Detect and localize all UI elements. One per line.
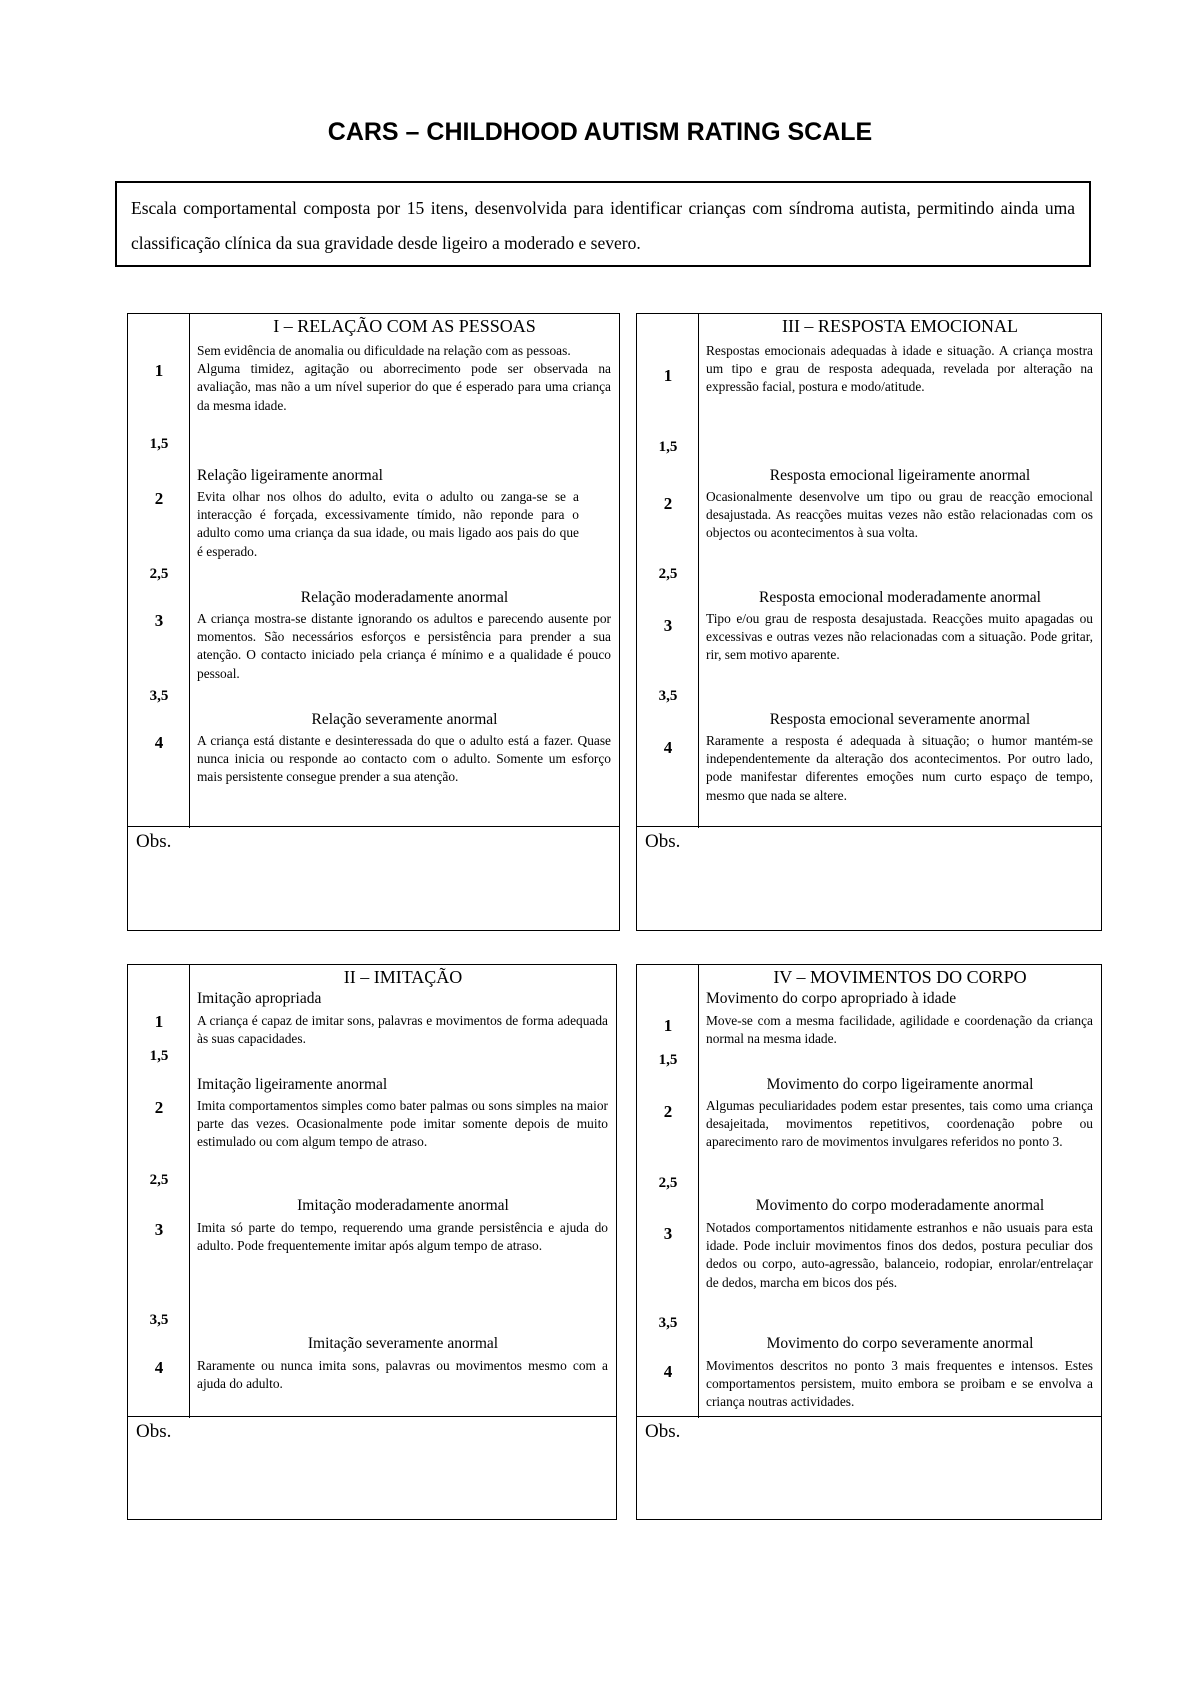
- obs-label: Obs.: [645, 1421, 681, 1442]
- obs-box[interactable]: [637, 1416, 1101, 1519]
- panel-title: III – RESPOSTA EMOCIONAL: [781, 316, 1019, 336]
- panel-title: IV – MOVIMENTOS DO CORPO: [773, 967, 1027, 987]
- level-2-heading: Imitação ligeiramente anormal: [197, 1076, 388, 1093]
- panel-title: II – IMITAÇÃO: [343, 967, 463, 987]
- level-1-description: Sem evidência de anomalia ou dificuldade na relação com as pessoas. Alguma timidez, agitação ou aborrecimento pode ser observada na avaliação, mas não a um nível superior do que é esperado para uma criança da mesma idade.: [197, 343, 611, 413]
- level-1-heading: Movimento do corpo apropriado à idade: [706, 990, 957, 1007]
- level-2-description: Evita olhar nos olhos do adulto, evita o adulto ou zanga-se se a interacção é forçada, excessivamente tímido, não reponde para o adulto como uma criança da sua idade, ou mais ligado aos pais do que é esperado.: [197, 489, 579, 559]
- score-3-5: 3,5: [149, 688, 169, 704]
- level-2-heading: Relação ligeiramente anormal: [197, 467, 383, 484]
- score-2-5: 2,5: [149, 566, 169, 582]
- level-2-description: Ocasionalmente desenvolve um tipo ou grau de reacção emocional desajustada. As reacções muitas vezes não estão relacionadas com os objectos ou acontecimentos à sua volta.: [706, 489, 1093, 541]
- score-2-5: 2,5: [149, 1172, 169, 1188]
- level-4-heading: Relação severamente anormal: [311, 711, 498, 728]
- panel-movimentos-corpo: [636, 964, 1102, 1520]
- level-1-heading: Imitação apropriada: [197, 990, 322, 1007]
- page-title: CARS – CHILDHOOD AUTISM RATING SCALE: [327, 118, 873, 146]
- level-4-heading: Movimento do corpo severamente anormal: [766, 1335, 1034, 1352]
- score-4: 4: [154, 733, 164, 752]
- intro-box: Escala comportamental composta por 15 itens, desenvolvida para identificar crianças com síndroma autista, permitindo ainda uma classificação clínica da sua gravidade desde ligeiro a moderado e severo.: [115, 181, 1091, 267]
- score-3: 3: [154, 1220, 164, 1239]
- score-3: 3: [154, 611, 164, 630]
- score-2: 2: [663, 1102, 673, 1121]
- score-2: 2: [663, 494, 673, 513]
- obs-box[interactable]: [128, 826, 619, 930]
- score-1-5: 1,5: [149, 436, 169, 452]
- level-2-description: Algumas peculiaridades podem estar presentes, tais como uma criança desajeitada, movimentos repetitivos, coordenação pobre ou aparecimento raro de movimentos invulgares referidos no ponto 3.: [706, 1098, 1093, 1150]
- score-1-5: 1,5: [658, 439, 678, 455]
- level-4-description: A criança está distante e desinteressada do que o adulto está a fazer. Quase nunca inicia ou responde ao contacto com o adulto. Somente um esforço mais persistente consegue prender a sua atenção.: [197, 733, 611, 785]
- score-1: 1: [663, 1016, 673, 1035]
- panel-resposta-emocional: [636, 313, 1102, 931]
- score-4: 4: [154, 1358, 164, 1377]
- obs-box[interactable]: [637, 826, 1101, 930]
- level-4-heading: Resposta emocional severamente anormal: [769, 711, 1031, 728]
- obs-label: Obs.: [136, 831, 172, 852]
- level-3-heading: Imitação moderadamente anormal: [297, 1197, 509, 1214]
- level-4-description: Raramente ou nunca imita sons, palavras ou movimentos mesmo com a ajuda do adulto.: [197, 1358, 608, 1392]
- level-3-description: A criança mostra-se distante ignorando os adultos e parecendo ausente por momentos. São necessários esforços e persistência para prender a sua atenção. O contacto iniciado pela criança é mínimo e a qualidade é pouco pessoal.: [197, 611, 611, 681]
- score-1-5: 1,5: [149, 1048, 169, 1064]
- score-2-5: 2,5: [658, 1175, 678, 1191]
- level-3-heading: Movimento do corpo moderadamente anormal: [755, 1197, 1045, 1214]
- score-1: 1: [154, 361, 164, 380]
- level-3-description: Notados comportamentos nitidamente estranhos e não usuais para esta idade. Pode incluir movimentos finos dos dedos, postura peculiar dos dedos ou corpo, auto-agressão, balanceio, rodopiar, enrolar/entrelaçar de dedos, marcha em bicos dos pés.: [706, 1220, 1093, 1290]
- obs-label: Obs.: [645, 831, 681, 852]
- obs-label: Obs.: [136, 1421, 172, 1442]
- level-4-description: Movimentos descritos no ponto 3 mais frequentes e intensos. Estes comportamentos persistem, muito embora se proibam e se envolva a criança noutras actividades.: [706, 1358, 1093, 1410]
- score-1: 1: [663, 366, 673, 385]
- level-2-description: Imita comportamentos simples como bater palmas ou sons simples na maior parte das vezes. Ocasionalmente pode imitar somente depois de muito estimulado ou com algum tempo de atraso.: [197, 1098, 608, 1150]
- score-2: 2: [154, 1098, 164, 1117]
- score-3-5: 3,5: [658, 688, 678, 704]
- score-3: 3: [663, 1224, 673, 1243]
- level-2-heading: Resposta emocional ligeiramente anormal: [769, 467, 1031, 484]
- score-4: 4: [663, 738, 673, 757]
- score-1-5: 1,5: [658, 1052, 678, 1068]
- level-4-description: Raramente a resposta é adequada à situação; o humor mantém-se independentemente da alteração dos acontecimentos. Por outro lado, pode manifestar diferentes emoções num curto espaço de tempo, mesmo que nada se altere.: [706, 733, 1093, 803]
- score-4: 4: [663, 1362, 673, 1381]
- level-1-description: Respostas emocionais adequadas à idade e situação. A criança mostra um tipo e grau de resposta adequada, revelada por alteração na expressão facial, postura e modo/atitude.: [706, 343, 1093, 395]
- level-3-description: Tipo e/ou grau de resposta desajustada. Reacções muito apagadas ou excessivas e outras vezes não relacionadas com a situação. Pode gritar, rir, sem motivo aparente.: [706, 611, 1093, 663]
- level-1-description: A criança é capaz de imitar sons, palavras e movimentos de forma adequada às suas capacidades.: [197, 1013, 608, 1047]
- level-2-heading: Movimento do corpo ligeiramente anormal: [766, 1076, 1034, 1093]
- level-3-heading: Resposta emocional moderadamente anormal: [759, 589, 1041, 606]
- score-1: 1: [154, 1012, 164, 1031]
- panel-relacao-pessoas: [127, 313, 620, 931]
- score-3: 3: [663, 616, 673, 635]
- score-3-5: 3,5: [149, 1312, 169, 1328]
- level-4-heading: Imitação severamente anormal: [307, 1335, 499, 1352]
- panel-imitacao: [127, 964, 617, 1520]
- panel-title: I – RELAÇÃO COM AS PESSOAS: [273, 316, 536, 336]
- level-1-description: Move-se com a mesma facilidade, agilidade e coordenação da criança normal na mesma idade.: [706, 1013, 1093, 1047]
- level-3-heading: Relação moderadamente anormal: [300, 589, 509, 606]
- score-3-5: 3,5: [658, 1315, 678, 1331]
- obs-box[interactable]: [128, 1416, 616, 1519]
- score-2-5: 2,5: [658, 566, 678, 582]
- level-3-description: Imita só parte do tempo, requerendo uma grande persistência e ajuda do adulto. Pode frequentemente imitar após algum tempo de atraso.: [197, 1220, 608, 1254]
- score-column: [128, 965, 190, 1418]
- score-2: 2: [154, 489, 164, 508]
